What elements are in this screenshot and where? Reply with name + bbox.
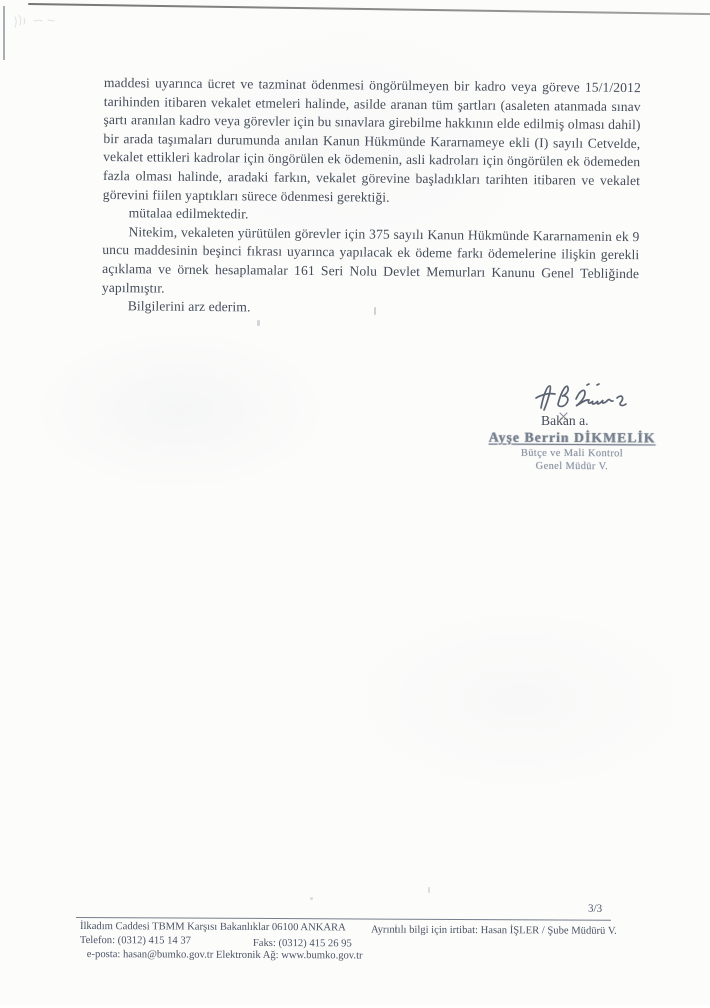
footer-contact: Ayrıntılı bilgi için irtibat: Hasan İŞLER / Şube Müdürü V.: [370, 924, 617, 937]
paragraph-continuation: maddesi uyarınca ücret ve tazminat ödenmesi öngörülmeyen bir kadro veya göreve 15/1/2012 tarihinden itibaren vekalet etmeleri halinde, asilde aranan tüm şartları (asaleten atanmada sınav şartı aranılan kadro veya görevler için bu sınavlara girebilme hakkının elde edilmiş olması dahil) bir arada taşımaları durumunda anılan Kanun Hükmünde Kararnameye ekli (I) sayılı Cetvelde, vekalet ettikleri kadrolar için öngörülen ek ödemenin, asli kadroları için öngörülen ek ödemeden fazla olması halinde, aradaki farkın, vekalet görevine başladıkları tarihten itibaren ve vekalet görevini fiilen yaptıkları sürece ödenmesi gerektiği.: [102, 74, 641, 205]
footer-phone: Telefon: (0312) 415 14 37: [79, 934, 191, 947]
paragraph-mutalaa: mütalaa edilmektedir.: [128, 205, 249, 222]
footer-address: İlkadım Caddesi TBMM Karşısı Bakanlıklar 06100 ANKARA: [79, 921, 346, 934]
signer-name-stamp: Ayşe Berrin DİKMELİK: [488, 429, 656, 446]
closing-line: Bilgilerini arz ederim.: [127, 298, 251, 315]
signer-capacity: Bakan a.: [541, 413, 589, 428]
page-number: 3/3: [588, 902, 603, 915]
footer-email-web: e-posta: hasan@bumko.gov.tr Elektronik Ağ: www.bumko.gov.tr: [86, 949, 363, 962]
footer-divider: [76, 917, 611, 921]
signer-title-line1: Bütçe ve Mali Kontrol: [520, 447, 624, 460]
paragraph-nitekim: Nitekim, vekaleten yürütülen görevler için 375 sayılı Kanun Hükmünde Kararnamenin ek 9 uncu maddesinin beşinci fıkrası uyarınca yapılacak ek ödeme farkı ödemelerine ilişkin gerekli açıklama ve örnek hesaplamalar 161 Seri Nolu Devlet Memurları Kanunu Genel Tebliğinde yapılmıştır.: [101, 223, 640, 296]
signer-title-line2: Genel Müdür V.: [535, 460, 609, 472]
footer-fax: Faks: (0312) 415 26 95: [252, 937, 352, 950]
